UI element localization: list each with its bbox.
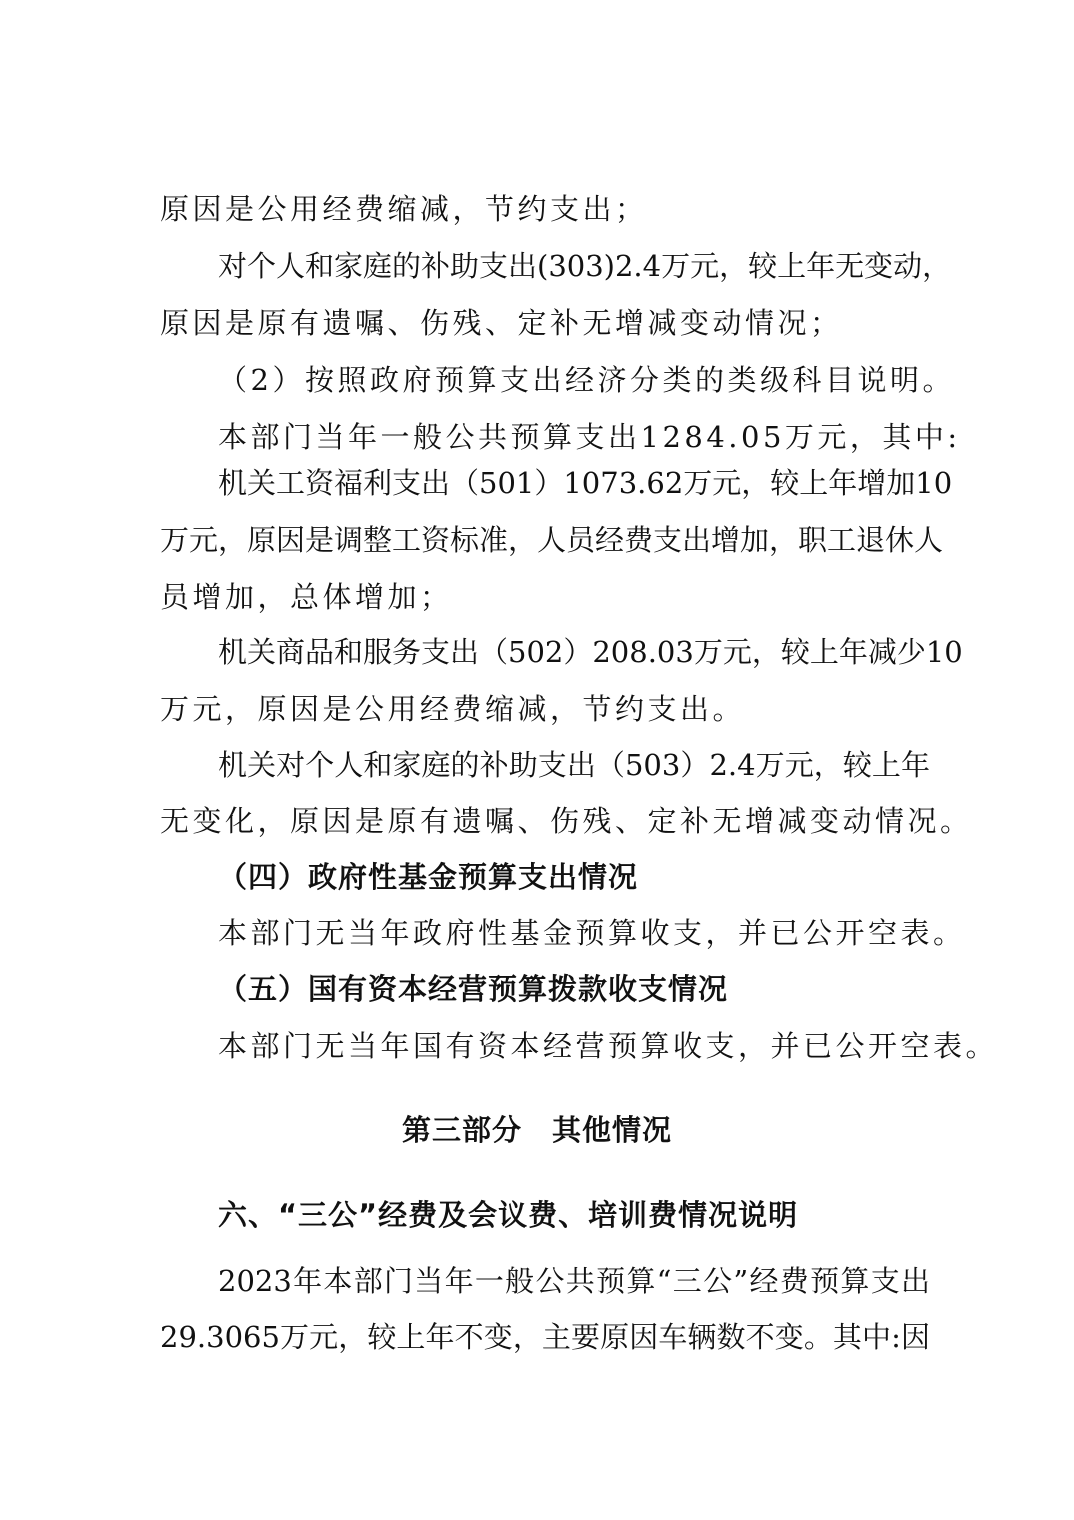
paragraph-line: 对个人和家庭的补助支出(303)2.4万元，较上年无变动， bbox=[218, 249, 952, 283]
paragraph-line: 本部门无当年政府性基金预算收支，并已公开空表。 bbox=[218, 916, 966, 950]
paragraph-line: 原因是原有遗嘱、伤残、定补无增减变动情况； bbox=[160, 306, 843, 340]
paragraph-line: 无变化，原因是原有遗嘱、伤残、定补无增减变动情况。 bbox=[160, 804, 973, 838]
paragraph-line: 万元，原因是公用经费缩减，节约支出。 bbox=[160, 692, 746, 726]
paragraph-line: 万元，原因是调整工资标准，人员经费支出增加，职工退休人 bbox=[160, 523, 944, 557]
paragraph-line: 机关工资福利支出（501）1073.62万元，较上年增加10 bbox=[218, 466, 953, 500]
paragraph-line: 本部门当年一般公共预算支出1284.05万元，其中: bbox=[218, 420, 961, 454]
section-heading: （四）政府性基金预算支出情况 bbox=[218, 860, 639, 894]
paragraph-line: 本部门无当年国有资本经营预算收支，并已公开空表。 bbox=[218, 1029, 999, 1063]
paragraph-line: 29.3065万元，较上年不变，主要原因车辆数不变。其中:因 bbox=[160, 1320, 930, 1354]
paragraph-line: 机关对个人和家庭的补助支出（503）2.4万元，较上年 bbox=[218, 748, 930, 782]
paragraph-line: 机关商品和服务支出（502）208.03万元，较上年减少10 bbox=[218, 635, 963, 669]
paragraph-line: 原因是公用经费缩减，节约支出； bbox=[160, 192, 648, 226]
paragraph-line: （2）按照政府预算支出经济分类的类级科目说明。 bbox=[218, 363, 955, 397]
part-title: 第三部分 其他情况 bbox=[401, 1113, 672, 1147]
section-heading: 六、“三公”经费及会议费、培训费情况说明 bbox=[218, 1198, 799, 1232]
paragraph-line: 2023年本部门当年一般公共预算“三公”经费预算支出 bbox=[218, 1264, 930, 1298]
paragraph-line: 员增加，总体增加； bbox=[160, 580, 453, 614]
section-heading: （五）国有资本经营预算拨款收支情况 bbox=[218, 972, 729, 1006]
